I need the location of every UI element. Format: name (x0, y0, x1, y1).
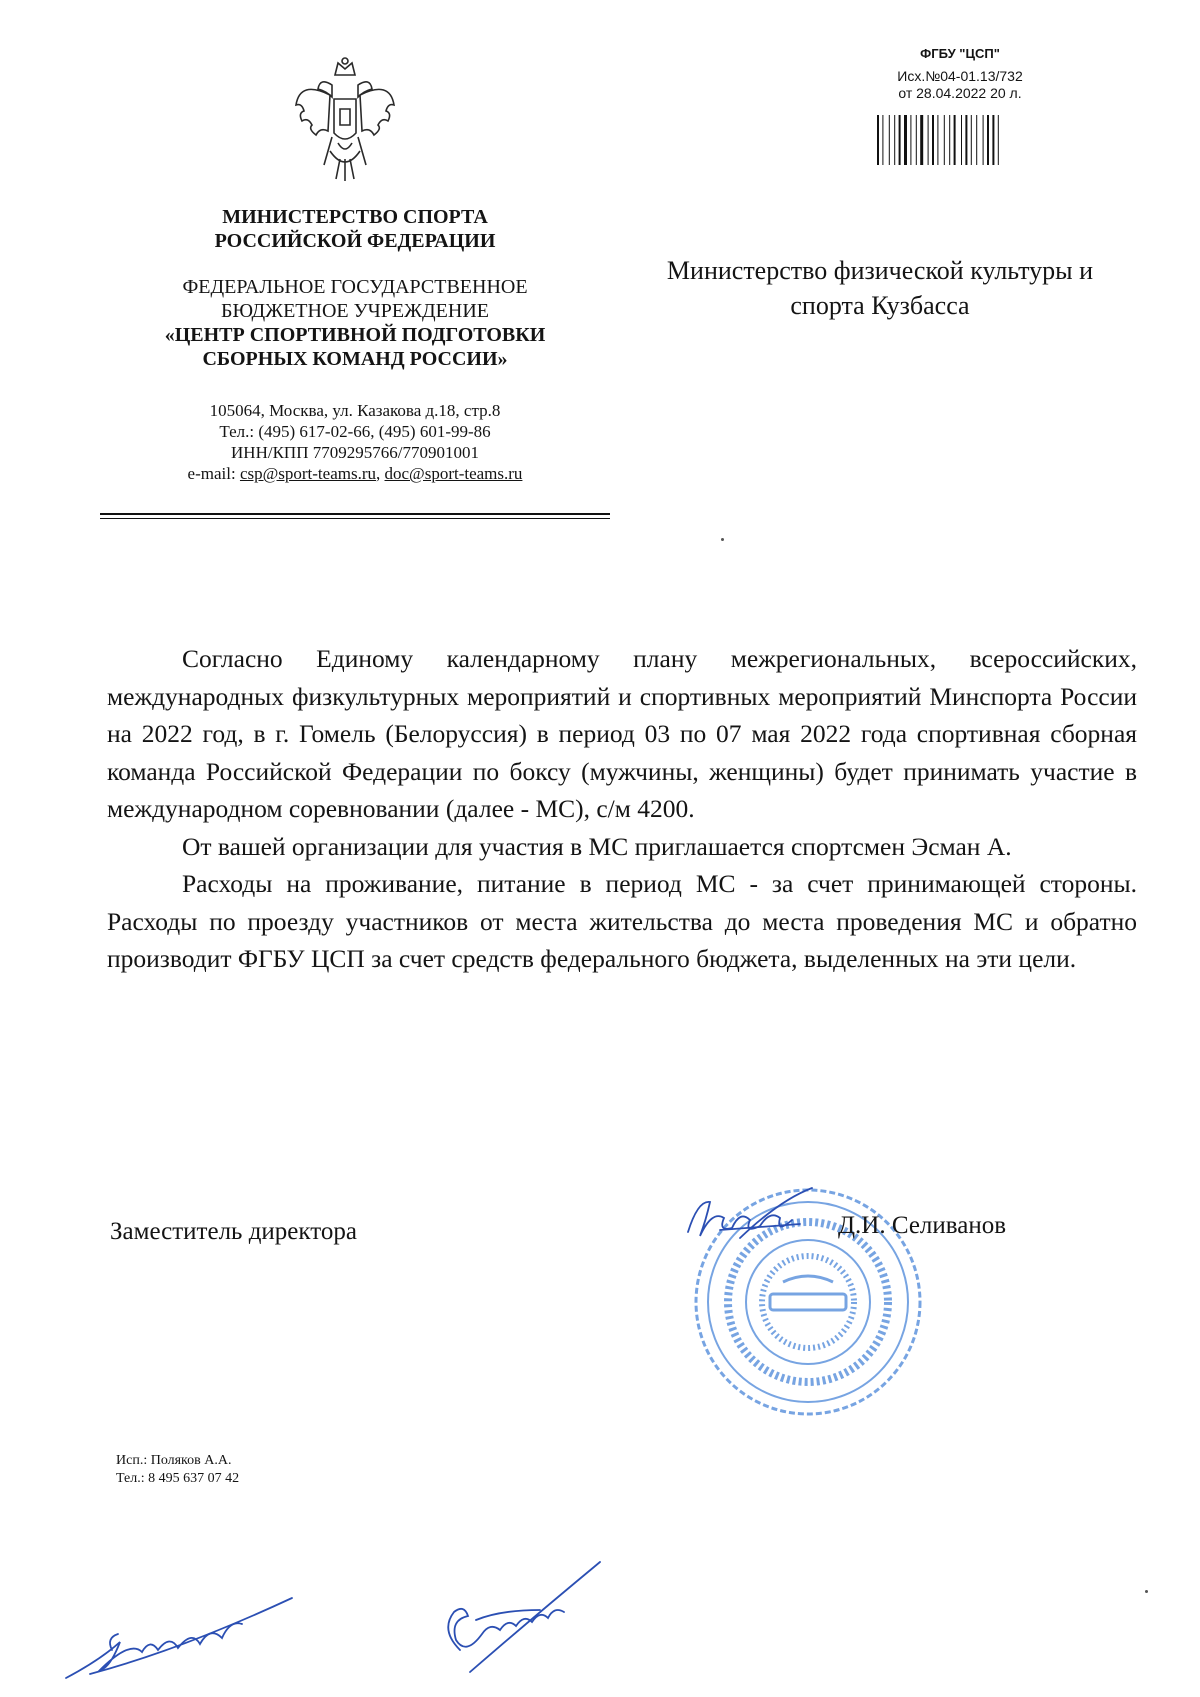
executor-name: Исп.: Поляков А.А. (116, 1453, 232, 1468)
institution-type-line-2: БЮДЖЕТНОЕ УЧРЕЖДЕНИЕ (220, 300, 490, 322)
handwritten-initial-signature (60, 1590, 300, 1685)
letterhead-divider-thin (100, 518, 610, 519)
registration-number: Исх.№04-01.13/732 (897, 68, 1023, 84)
email-line: e-mail: csp@sport-teams.ru, doc@sport-teams.ru (187, 464, 523, 483)
institution-block (100, 275, 610, 371)
body-paragraph: От вашей организации для участия в МС приглашается спортсмен Эсман А. (182, 831, 1012, 861)
email-label: e-mail: (187, 464, 236, 483)
phone-line: Тел.: (495) 617-02-66, (495) 601-99-86 (219, 422, 491, 441)
addressee-line-1: Министерство физической культуры и (666, 256, 1094, 285)
barcode-icon (877, 115, 1022, 165)
address-line: 105064, Москва, ул. Казакова д.18, стр.8 (209, 401, 501, 420)
addressee-line-2: спорта Кузбасса (790, 291, 970, 320)
letter-body (107, 640, 1137, 978)
email-link-1[interactable]: csp@sport-teams.ru (239, 464, 376, 483)
ministry-line-1: МИНИСТЕРСТВО СПОРТА (222, 206, 488, 228)
addressee (630, 253, 1130, 323)
coat-of-arms-icon (290, 55, 400, 185)
scan-speck (721, 538, 724, 541)
ministry-line-2: РОССИЙСКОЙ ФЕДЕРАЦИИ (214, 230, 496, 252)
email-link-2[interactable]: doc@sport-teams.ru (384, 464, 523, 483)
scan-speck (1145, 1590, 1148, 1593)
handwritten-initial-signature (420, 1560, 610, 1680)
institution-name-line-1: «ЦЕНТР СПОРТИВНОЙ ПОДГОТОВКИ (164, 324, 546, 346)
handwritten-signature (680, 1180, 820, 1250)
body-paragraph: Согласно Единому календарному плану межрегиональных, всероссийских, международных физкультурных мероприятий и спортивных мероприятий Минспорта России на 2022 год, в г. Гомель (Белоруссия) в период 03 по 07 мая 2022 года спортивная сборная команда Российской Федерации по боксу (мужчины, женщины) будет принимать участие в международном соревновании (далее - МС), с/м 4200. (107, 644, 1137, 823)
registration-org: ФГБУ "ЦСП" (920, 46, 1000, 61)
inn-line: ИНН/КПП 7709295766/770901001 (231, 443, 479, 462)
registration-date: от 28.04.2022 20 л. (898, 85, 1022, 101)
signatory-name: Д.И. Селиванов (838, 1212, 1007, 1239)
executor-block (116, 1452, 239, 1488)
institution-name-line-2: СБОРНЫХ КОМАНД РОССИИ» (202, 348, 508, 370)
letterhead-divider (100, 513, 610, 515)
institution-type-line-1: ФЕДЕРАЛЬНОЕ ГОСУДАРСТВЕННОЕ (182, 276, 528, 298)
executor-phone: Тел.: 8 495 637 07 42 (116, 1471, 240, 1486)
contact-block (100, 400, 610, 484)
registration-stamp (860, 45, 1060, 102)
body-paragraph: Расходы на проживание, питание в период МС - за счет принимающей стороны. Расходы по проезду участников от места жительства до места проведения МС и обратно производит ФГБУ ЦСП за счет средств федерального бюджета, выделенных на эти цели. (107, 869, 1137, 973)
ministry-name (100, 205, 610, 253)
signatory-position: Заместитель директора (110, 1218, 357, 1245)
